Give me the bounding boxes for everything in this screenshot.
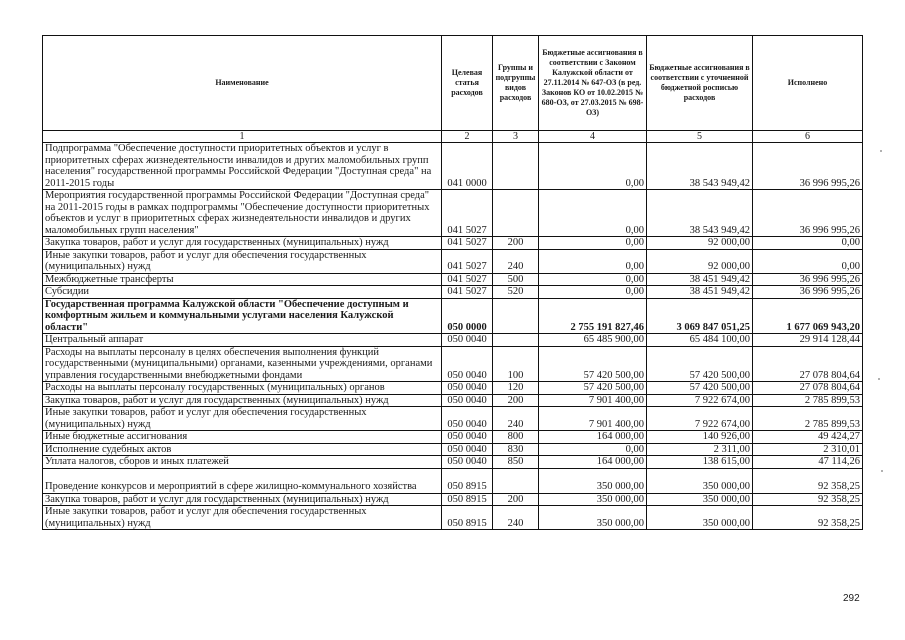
row-target-article: 050 0040 [442,456,493,469]
row-executed: 27 078 804,64 [753,382,863,395]
table-row [43,456,863,469]
row-target-article: 050 0040 [442,407,493,431]
row-executed: 49 424,27 [753,431,863,444]
row-name: Расходы на выплаты персоналу в целях обеспечения выполнения функций государственными (муниципальными) органами, казенными учреждениями, органами управления государственными внебюджетными фондами [43,346,442,382]
row-name: Мероприятия государственной программы Российской Федерации "Доступная среда" на 2011-2015 годы в рамках подпрограммы "Обеспечение доступности приоритетных объектов и услуг в приоритетных сферах жизнедеятельности инвалидов и других маломобильных групп населения" [43,190,442,237]
row-name: Иные закупки товаров, работ и услуг для обеспечения государственных (муниципальных) нужд [43,249,442,273]
row-executed: 29 914 128,44 [753,334,863,347]
table-row [43,431,863,444]
row-name: Уплата налогов, сборов и иных платежей [43,456,442,469]
table-row [43,443,863,456]
row-target-article: 041 5027 [442,273,493,286]
budget-table [42,35,863,530]
row-target-article: 050 0040 [442,431,493,444]
row-refined-allocation: 38 451 949,42 [647,286,753,299]
row-executed: 27 078 804,64 [753,346,863,382]
row-law-allocation: 0,00 [539,190,647,237]
row-executed: 2 310,01 [753,443,863,456]
column-number: 1 [43,131,442,143]
table-row [43,143,863,190]
row-refined-allocation: 138 615,00 [647,456,753,469]
row-expense-group: 200 [493,237,539,250]
header-target-article: Целевая статья расходов [442,36,493,131]
column-number: 6 [753,131,863,143]
row-name: Межбюджетные трансферты [43,273,442,286]
row-refined-allocation: 38 543 949,42 [647,190,753,237]
row-executed: 92 358,25 [753,506,863,530]
row-law-allocation: 350 000,00 [539,506,647,530]
row-executed: 0,00 [753,249,863,273]
header-row [43,36,863,131]
row-expense-group: 500 [493,273,539,286]
row-expense-group: 240 [493,407,539,431]
budget-document [42,35,862,530]
header-expense-groups: Группы и подгруппы видов расходов [493,36,539,131]
row-executed: 36 996 995,26 [753,273,863,286]
row-name: Иные бюджетные ассигнования [43,431,442,444]
row-name: Иные закупки товаров, работ и услуг для обеспечения государственных (муниципальных) нужд [43,407,442,431]
row-law-allocation: 164 000,00 [539,431,647,444]
header-law-allocations: Бюджетные ассигнования в соответствии с Законом Калужской области от 27.11.2014 № 647-ОЗ (в ред. Законов КО от 10.02.2015 № 680-ОЗ, от 27.03.2015 № 698-ОЗ) [539,36,647,131]
row-expense-group: 100 [493,346,539,382]
scan-speck [881,470,883,472]
row-target-article: 050 0000 [442,298,493,334]
scan-speck [878,378,880,380]
row-law-allocation: 7 901 400,00 [539,407,647,431]
row-name: Исполнение судебных актов [43,443,442,456]
row-refined-allocation: 2 311,00 [647,443,753,456]
header-refined-allocations: Бюджетные ассигнования в соответствии с уточненной бюджетной росписью расходов [647,36,753,131]
scan-speck [880,150,882,152]
row-refined-allocation: 350 000,00 [647,468,753,493]
row-refined-allocation: 57 420 500,00 [647,346,753,382]
row-law-allocation: 0,00 [539,143,647,190]
row-law-allocation: 0,00 [539,273,647,286]
row-refined-allocation: 92 000,00 [647,249,753,273]
row-expense-group: 850 [493,456,539,469]
row-target-article: 041 5027 [442,237,493,250]
row-expense-group: 200 [493,493,539,506]
row-expense-group [493,468,539,493]
column-number: 5 [647,131,753,143]
row-refined-allocation: 350 000,00 [647,493,753,506]
row-name: Подпрограмма "Обеспечение доступности приоритетных объектов и услуг в приоритетных сферах жизнедеятельности инвалидов и других маломобильных групп населения" государственной программы Российской Федерации "Доступная среда" на 2011-2015 годы [43,143,442,190]
table-row [43,407,863,431]
row-target-article: 050 0040 [442,382,493,395]
row-executed: 36 996 995,26 [753,190,863,237]
row-law-allocation: 7 901 400,00 [539,394,647,407]
row-law-allocation: 57 420 500,00 [539,382,647,395]
row-executed: 47 114,26 [753,456,863,469]
row-executed: 36 996 995,26 [753,286,863,299]
row-refined-allocation: 350 000,00 [647,506,753,530]
row-target-article: 050 0040 [442,394,493,407]
column-number: 2 [442,131,493,143]
row-target-article: 050 8915 [442,468,493,493]
table-row [43,346,863,382]
row-refined-allocation: 3 069 847 051,25 [647,298,753,334]
row-refined-allocation: 92 000,00 [647,237,753,250]
row-name: Закупка товаров, работ и услуг для государственных (муниципальных) нужд [43,493,442,506]
row-executed: 1 677 069 943,20 [753,298,863,334]
column-number-row [43,131,863,143]
column-number: 3 [493,131,539,143]
row-name: Центральный аппарат [43,334,442,347]
table-row [43,249,863,273]
row-expense-group: 520 [493,286,539,299]
row-name: Проведение конкурсов и мероприятий в сфере жилищно-коммунального хозяйства [43,468,442,493]
table-row [43,468,863,493]
row-name: Государственная программа Калужской области "Обеспечение доступным и комфортным жильем и коммунальными услугами населения Калужской области" [43,298,442,334]
column-number: 4 [539,131,647,143]
row-refined-allocation: 38 543 949,42 [647,143,753,190]
row-expense-group: 830 [493,443,539,456]
row-refined-allocation: 38 451 949,42 [647,273,753,286]
table-row [43,394,863,407]
row-executed: 2 785 899,53 [753,407,863,431]
row-law-allocation: 0,00 [539,443,647,456]
row-executed: 2 785 899,53 [753,394,863,407]
table-row [43,506,863,530]
row-law-allocation: 0,00 [539,249,647,273]
table-row [43,334,863,347]
table-row [43,286,863,299]
row-name: Закупка товаров, работ и услуг для государственных (муниципальных) нужд [43,237,442,250]
row-target-article: 041 5027 [442,190,493,237]
row-law-allocation: 57 420 500,00 [539,346,647,382]
row-expense-group: 240 [493,506,539,530]
row-refined-allocation: 140 926,00 [647,431,753,444]
row-refined-allocation: 65 484 100,00 [647,334,753,347]
row-law-allocation: 65 485 900,00 [539,334,647,347]
row-target-article: 050 8915 [442,506,493,530]
row-expense-group: 240 [493,249,539,273]
row-executed: 92 358,25 [753,468,863,493]
header-name: Наименование [43,36,442,131]
row-refined-allocation: 7 922 674,00 [647,394,753,407]
row-name: Иные закупки товаров, работ и услуг для обеспечения государственных (муниципальных) нужд [43,506,442,530]
row-name: Расходы на выплаты персоналу государственных (муниципальных) органов [43,382,442,395]
row-target-article: 050 0040 [442,443,493,456]
row-law-allocation: 2 755 191 827,46 [539,298,647,334]
row-target-article: 041 5027 [442,286,493,299]
table-row [43,190,863,237]
row-expense-group [493,190,539,237]
table-row [43,237,863,250]
row-expense-group [493,298,539,334]
table-row [43,382,863,395]
row-expense-group [493,143,539,190]
row-law-allocation: 350 000,00 [539,493,647,506]
row-law-allocation: 0,00 [539,237,647,250]
row-target-article: 041 0000 [442,143,493,190]
page-number: 292 [843,593,860,604]
row-refined-allocation: 57 420 500,00 [647,382,753,395]
table-row [43,298,863,334]
row-refined-allocation: 7 922 674,00 [647,407,753,431]
row-expense-group [493,334,539,347]
row-law-allocation: 350 000,00 [539,468,647,493]
row-expense-group: 800 [493,431,539,444]
table-row [43,493,863,506]
table-body [43,143,863,530]
row-law-allocation: 164 000,00 [539,456,647,469]
row-expense-group: 120 [493,382,539,395]
row-target-article: 041 5027 [442,249,493,273]
row-executed: 36 996 995,26 [753,143,863,190]
row-executed: 0,00 [753,237,863,250]
row-expense-group: 200 [493,394,539,407]
header-executed: Исполнено [753,36,863,131]
row-name: Закупка товаров, работ и услуг для государственных (муниципальных) нужд [43,394,442,407]
row-law-allocation: 0,00 [539,286,647,299]
row-executed: 92 358,25 [753,493,863,506]
row-name: Субсидии [43,286,442,299]
row-target-article: 050 8915 [442,493,493,506]
row-target-article: 050 0040 [442,346,493,382]
table-row [43,273,863,286]
row-target-article: 050 0040 [442,334,493,347]
